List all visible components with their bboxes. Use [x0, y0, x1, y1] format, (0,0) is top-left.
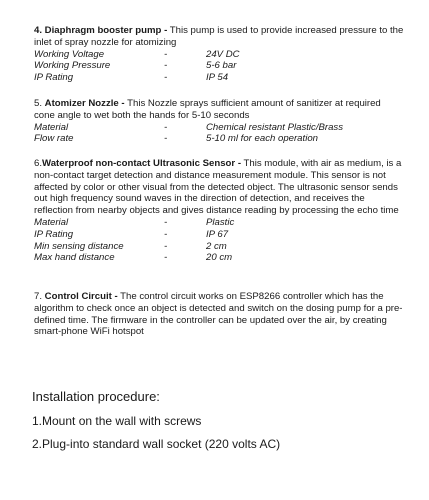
spec-value: IP 67 — [206, 228, 229, 240]
spec-dash: - — [164, 240, 168, 252]
section-paragraph — [34, 25, 404, 49]
spec-value: 5-6 bar — [206, 60, 237, 72]
section-number: 5. — [34, 98, 45, 109]
spec-key: Material — [34, 216, 69, 228]
spec-key: Max hand distance — [34, 252, 115, 264]
spec-dash: - — [164, 48, 168, 60]
spec-dash: - — [164, 121, 168, 133]
spec-row — [34, 122, 404, 134]
spec-key: Min sensing distance — [34, 240, 124, 252]
spec-dash: - — [164, 252, 168, 264]
spec-value: IP 54 — [206, 72, 229, 84]
spec-row — [34, 60, 404, 72]
section-paragraph — [34, 158, 404, 217]
installation-step: 1.Mount on the wall with screws — [32, 414, 202, 428]
spec-row — [34, 133, 404, 145]
section-diaphragm-pump — [34, 25, 404, 84]
spec-row — [34, 252, 404, 264]
spec-value: Plastic — [206, 216, 235, 228]
section-text: This pump is used to provide increased pressure to the inlet of spray nozzle for atomizing — [34, 25, 404, 48]
section-ultrasonic-sensor — [34, 158, 404, 264]
spec-value: 20 cm — [206, 252, 233, 264]
spec-key: Material — [34, 121, 69, 133]
section-control-circuit — [34, 291, 404, 338]
spec-value: Chemical resistant Plastic/Brass — [206, 121, 344, 133]
spec-row — [34, 217, 404, 229]
section-text: This Nozzle sprays sufficient amount of sanitizer at required cone angle to wet both the hands for 5-10 seconds — [34, 98, 381, 121]
spec-table — [34, 49, 404, 84]
section-paragraph — [34, 291, 404, 338]
section-text: This module, with air as medium, is a non-contact target detection and distance measurement module. This sensor is not affected by color or other visual from the detected object. The ultrasonic sensor sends out high frequency sound waves in the direction of detection, and receives the reflection from nearby objects and gives distance reading by processing the echo time — [34, 158, 402, 217]
spec-dash: - — [164, 216, 168, 228]
spec-value: 2 cm — [206, 240, 227, 252]
spec-dash: - — [164, 72, 168, 84]
section-heading: Control Circuit - — [44, 291, 118, 302]
spec-row — [34, 241, 404, 253]
spec-key: Working Voltage — [34, 48, 105, 60]
spec-key: IP Rating — [34, 228, 74, 240]
spec-value: 5-10 ml for each operation — [206, 133, 318, 145]
spec-key: Flow rate — [34, 133, 74, 145]
spec-row — [34, 72, 404, 84]
spec-row — [34, 229, 404, 241]
spec-dash: - — [164, 228, 168, 240]
spec-row — [34, 49, 404, 61]
section-number: 7. — [34, 291, 45, 302]
spec-table — [34, 122, 404, 146]
section-heading: 4. Diaphragm booster pump - — [34, 25, 168, 36]
spec-dash: - — [164, 60, 168, 72]
section-heading: Waterproof non-contact Ultrasonic Sensor - — [42, 158, 242, 169]
section-atomizer-nozzle — [34, 98, 404, 145]
spec-table — [34, 217, 404, 264]
spec-dash: - — [164, 133, 168, 145]
installation-title: Installation procedure: — [32, 389, 160, 404]
section-paragraph — [34, 98, 404, 122]
installation-step: 2.Plug-into standard wall socket (220 volts AC) — [32, 437, 281, 451]
section-number: 6. — [34, 158, 43, 169]
spec-value: 24V DC — [206, 48, 240, 60]
section-text: The control circuit works on ESP8266 controller which has the algorithm to check once an object is detected and switch on the dosing pump for a pre-defined time. The firmware in the controller can be updated over the air, by creating smart-phone WiFi hotspot — [34, 291, 403, 338]
spec-key: Working Pressure — [34, 60, 111, 72]
spec-key: IP Rating — [34, 72, 74, 84]
section-heading: Atomizer Nozzle - — [44, 98, 125, 109]
